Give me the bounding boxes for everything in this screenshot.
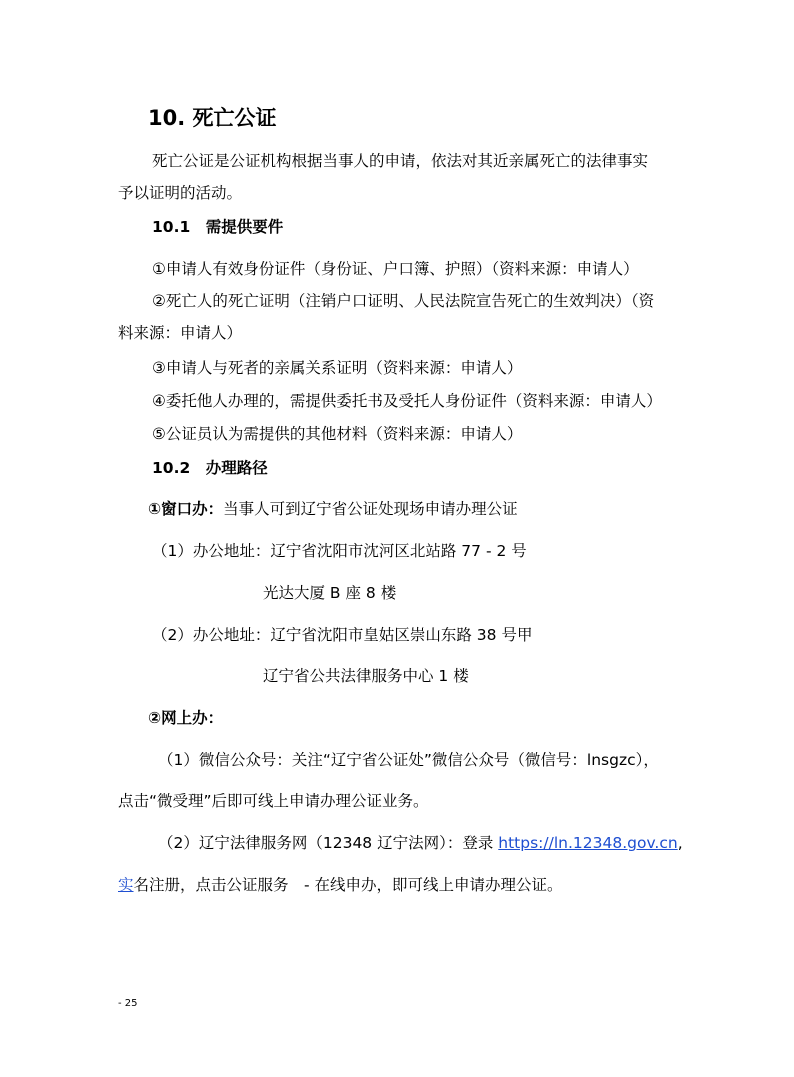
website-line-1 [158,832,683,854]
website-text-continued: 名注册，点击公证服务 - 在线申办，即可线上申请办理公证。 [133,876,563,894]
wechat-line-1: （1）微信公众号：关注“辽宁省公证处”微信公众号（微信号：lnsgzc）， [158,751,659,769]
website-link[interactable]: https://ln.12348.gov.cn [498,834,678,852]
page-number: - 25 [118,998,138,1009]
page-title: 10. 死亡公证 [148,106,277,130]
website-line-2 [118,874,563,896]
intro-line-2: 予以证明的活动。 [118,184,243,202]
wechat-line-2: 点击“微受理”后即可线上申请办理公证业务。 [118,792,429,810]
requirement-item: ①申请人有效身份证件（身份证、户口簿、护照）（资料来源：申请人） [152,260,639,278]
address-1-line-2: 光达大厦 B 座 8 楼 [263,584,397,602]
address-2-line-2: 辽宁省公共法律服务中心 1 楼 [263,667,469,685]
address-1-line-1: （1）办公地址：辽宁省沈阳市沈河区北站路 77 - 2 号 [152,542,527,560]
section-heading-routes: 10.2 办理路径 [152,459,268,477]
requirement-item: ③申请人与死者的亲属关系证明（资料来源：申请人） [152,359,523,377]
website-comma: , [677,834,683,852]
window-route-line [148,498,518,520]
requirement-item: ⑤公证员认为需提供的其他材料（资料来源：申请人） [152,425,523,443]
requirement-item: ②死亡人的死亡证明（注销户口证明、人民法院宣告死亡的生效判决）（资 [152,292,655,310]
section-heading-requirements: 10.1 需提供要件 [152,218,284,236]
requirement-item-continued: 料来源：申请人） [118,324,243,342]
online-route-label: ②网上办： [148,709,224,727]
window-route-text: 当事人可到辽宁省公证处现场申请办理公证 [223,500,518,518]
intro-line-1: 死亡公证是公证机构根据当事人的申请，依法对其近亲属死亡的法律事实 [152,152,649,170]
website-link-continued[interactable]: 实 [118,876,134,894]
window-route-label: ①窗口办： [148,500,224,518]
requirement-item: ④委托他人办理的，需提供委托书及受托人身份证件（资料来源：申请人） [152,392,662,410]
website-text: （2）辽宁法律服务网（12348 辽宁法网）：登录 [158,834,499,852]
address-2-line-1: （2）办公地址：辽宁省沈阳市皇姑区崇山东路 38 号甲 [152,626,533,644]
